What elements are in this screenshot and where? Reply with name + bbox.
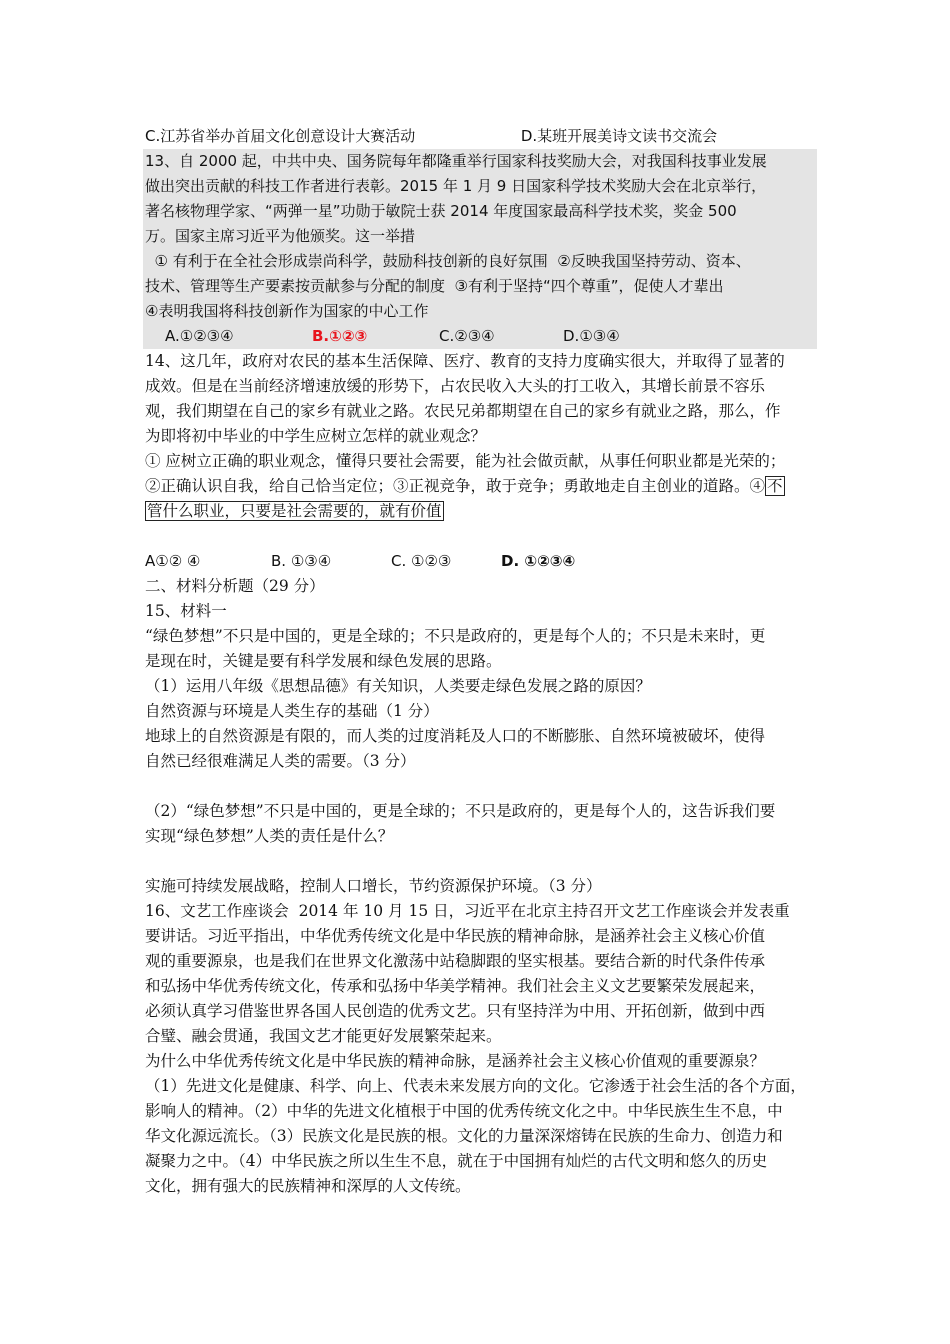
q15-answer-1-line: 地球上的自然资源是有限的，而人类的过度消耗及人口的不断膨胀、自然环境被破坏，使得 [145,727,766,745]
q15-subquestion-1: （1）运用八年级《思想品德》有关知识，人类要走绿色发展之路的原因？ [145,677,651,695]
q14-statement-text: ②正确认识自我，给自己恰当定位；③正视竞争，敢于竞争；勇敢地走自主创业的道路。④ [145,477,766,495]
q16-material-line: 合璧、融会贯通，我国文艺才能更好发展繁荣起来。 [145,1027,502,1045]
q13-stem-line: 万。国家主席习近平为他颁奖。这一举措 [145,227,416,245]
q14-stem-line: 14、这几年，政府对农民的基本生活保障、医疗、教育的支持力度确实很大，并取得了显著的 [145,352,785,370]
q16-answer-line: 影响人的精神。（2）中华的先进文化植根于中国的优秀传统文化之中。中华民族生生不息，中 [145,1102,783,1120]
q14-option-b: B. ①③④ [271,552,332,570]
q13-stem-line: 做出突出贡献的科技工作者进行表彰。2015 年 1 月 9 日国家科学技术奖励大会在北京举行， [145,177,767,195]
q13-option-d: D.①③④ [563,327,620,345]
q12-option-d: D.某班开展美诗文读书交流会 [520,127,718,145]
section-title: 二、材料分析题（29 分） [145,577,325,595]
q16-material-line: 16、文艺工作座谈会 2014 年 10 月 15 日，习近平在北京主持召开文艺工作座谈会并发表重 [145,902,790,920]
q15-block [145,599,815,899]
q13-stem-line: 13、自 2000 起，中共中央、国务院每年都隆重举行国家科技奖励大会，对我国科技事业发展 [145,152,767,170]
q14-option-d-answer: D. ①②③④ [501,552,576,570]
q16-answer-line: 凝聚力之中。（4）中华民族之所以生生不息，就在于中国拥有灿烂的古代文明和悠久的历史 [145,1152,768,1170]
q13-options [145,324,817,349]
q14-option-c: C. ①②③ [391,552,452,570]
q12-option-c: C.江苏省举办首届文化创意设计大赛活动 [145,127,416,145]
q13-option-c: C.②③④ [439,327,495,345]
q14-statement-line [145,499,815,524]
q15-material-line: 是现在时，关键是要有科学发展和绿色发展的思路。 [145,652,502,670]
q16-answer-line: 华文化源远流长。（3）民族文化是民族的根。文化的力量深深熔铸在民族的生命力、创造力和 [145,1127,783,1145]
q16-block [145,899,815,1199]
q14-statement-line [145,474,815,499]
q14-block [145,349,815,574]
q14-stem-line: 为即将初中毕业的中学生应树立怎样的就业观念？ [145,427,487,445]
q15-answer-1-line: 自然资源与环境是人类生存的基础（1 分） [145,702,439,720]
q12-options-tail [145,124,815,149]
q16-material-line: 和弘扬中华优秀传统文化，传承和弘扬中华美学精神。我们社会主义文艺要繁荣发展起来， [145,977,766,995]
exam-page [145,124,815,1199]
q15-answer-2: 实施可持续发展战略，控制人口增长，节约资源保护环境。（3 分） [145,877,602,895]
q13-statement-line: ① 有利于在全社会形成崇尚科学，鼓励科技创新的良好氛围 ②反映我国坚持劳动、资本、 [145,252,751,270]
q13-option-a: A.①②③④ [165,327,234,345]
q16-answer-line: （1）先进文化是健康、科学、向上、代表未来发展方向的文化。它渗透于社会生活的各个方面， [145,1077,806,1095]
q15-material-line: “绿色梦想”不只是中国的，更是全球的；不只是政府的，更是每个人的；不只是未来时，更 [145,627,766,645]
q13-stem-line: 著名核物理学家、“两弹一星”功勋于敏院士获 2014 年度国家最高科学技术奖，奖金 500 [145,202,737,220]
q15-heading: 15、材料一 [145,602,227,620]
q16-material-line: 必须认真学习借鉴世界各国人民创造的优秀文艺。只有坚持洋为中用、开拓创新，做到中西 [145,1002,766,1020]
q14-stem-line: 成效。但是在当前经济增速放缓的形势下，占农民收入大头的打工收入，其增长前景不容乐 [145,377,766,395]
q13-block [143,149,817,349]
q13-statement-line: 技术、管理等生产要素按贡献参与分配的制度 ③有利于坚持“四个尊重”，促使人才辈出 [145,277,724,295]
q14-stem-line: ① 应树立正确的职业观念，懂得只要社会需要，能为社会做贡献，从事任何职业都是光荣的； [145,452,786,470]
q13-statement-line: ④表明我国将科技创新作为国家的中心工作 [145,302,429,320]
q14-boxed-text: 管什么职业，只要是社会需要的，就有价值 [147,502,442,520]
q15-subquestion-2-line: （2）“绿色梦想”不只是中国的，更是全球的；不只是政府的，更是每个人的，这告诉我们要 [145,802,776,820]
q16-material-line: 要讲话。习近平指出，中华优秀传统文化是中华民族的精神命脉，是涵养社会主义核心价值 [145,927,766,945]
q14-options [145,549,815,574]
q16-material-line: 观的重要源泉，也是我们在世界文化激荡中站稳脚跟的坚实根基。要结合新的时代条件传承 [145,952,766,970]
q15-subquestion-2-line: 实现“绿色梦想”人类的责任是什么？ [145,827,394,845]
q15-answer-1-line: 自然已经很难满足人类的需要。（3 分） [145,752,416,770]
q14-boxed-text: 不 [767,477,783,495]
q16-answer-line: 文化，拥有强大的民族精神和深厚的人文传统。 [145,1177,471,1195]
q13-option-b-answer: B.①②③ [312,327,368,345]
q14-option-a: A①② ④ [145,552,201,570]
q14-stem-line: 观，我们期望在自己的家乡有就业之路。农民兄弟都期望在自己的家乡有就业之路，那么，作 [145,402,781,420]
q16-question: 为什么中华优秀传统文化是中华民族的精神命脉，是涵养社会主义核心价值观的重要源泉？ [145,1052,766,1070]
